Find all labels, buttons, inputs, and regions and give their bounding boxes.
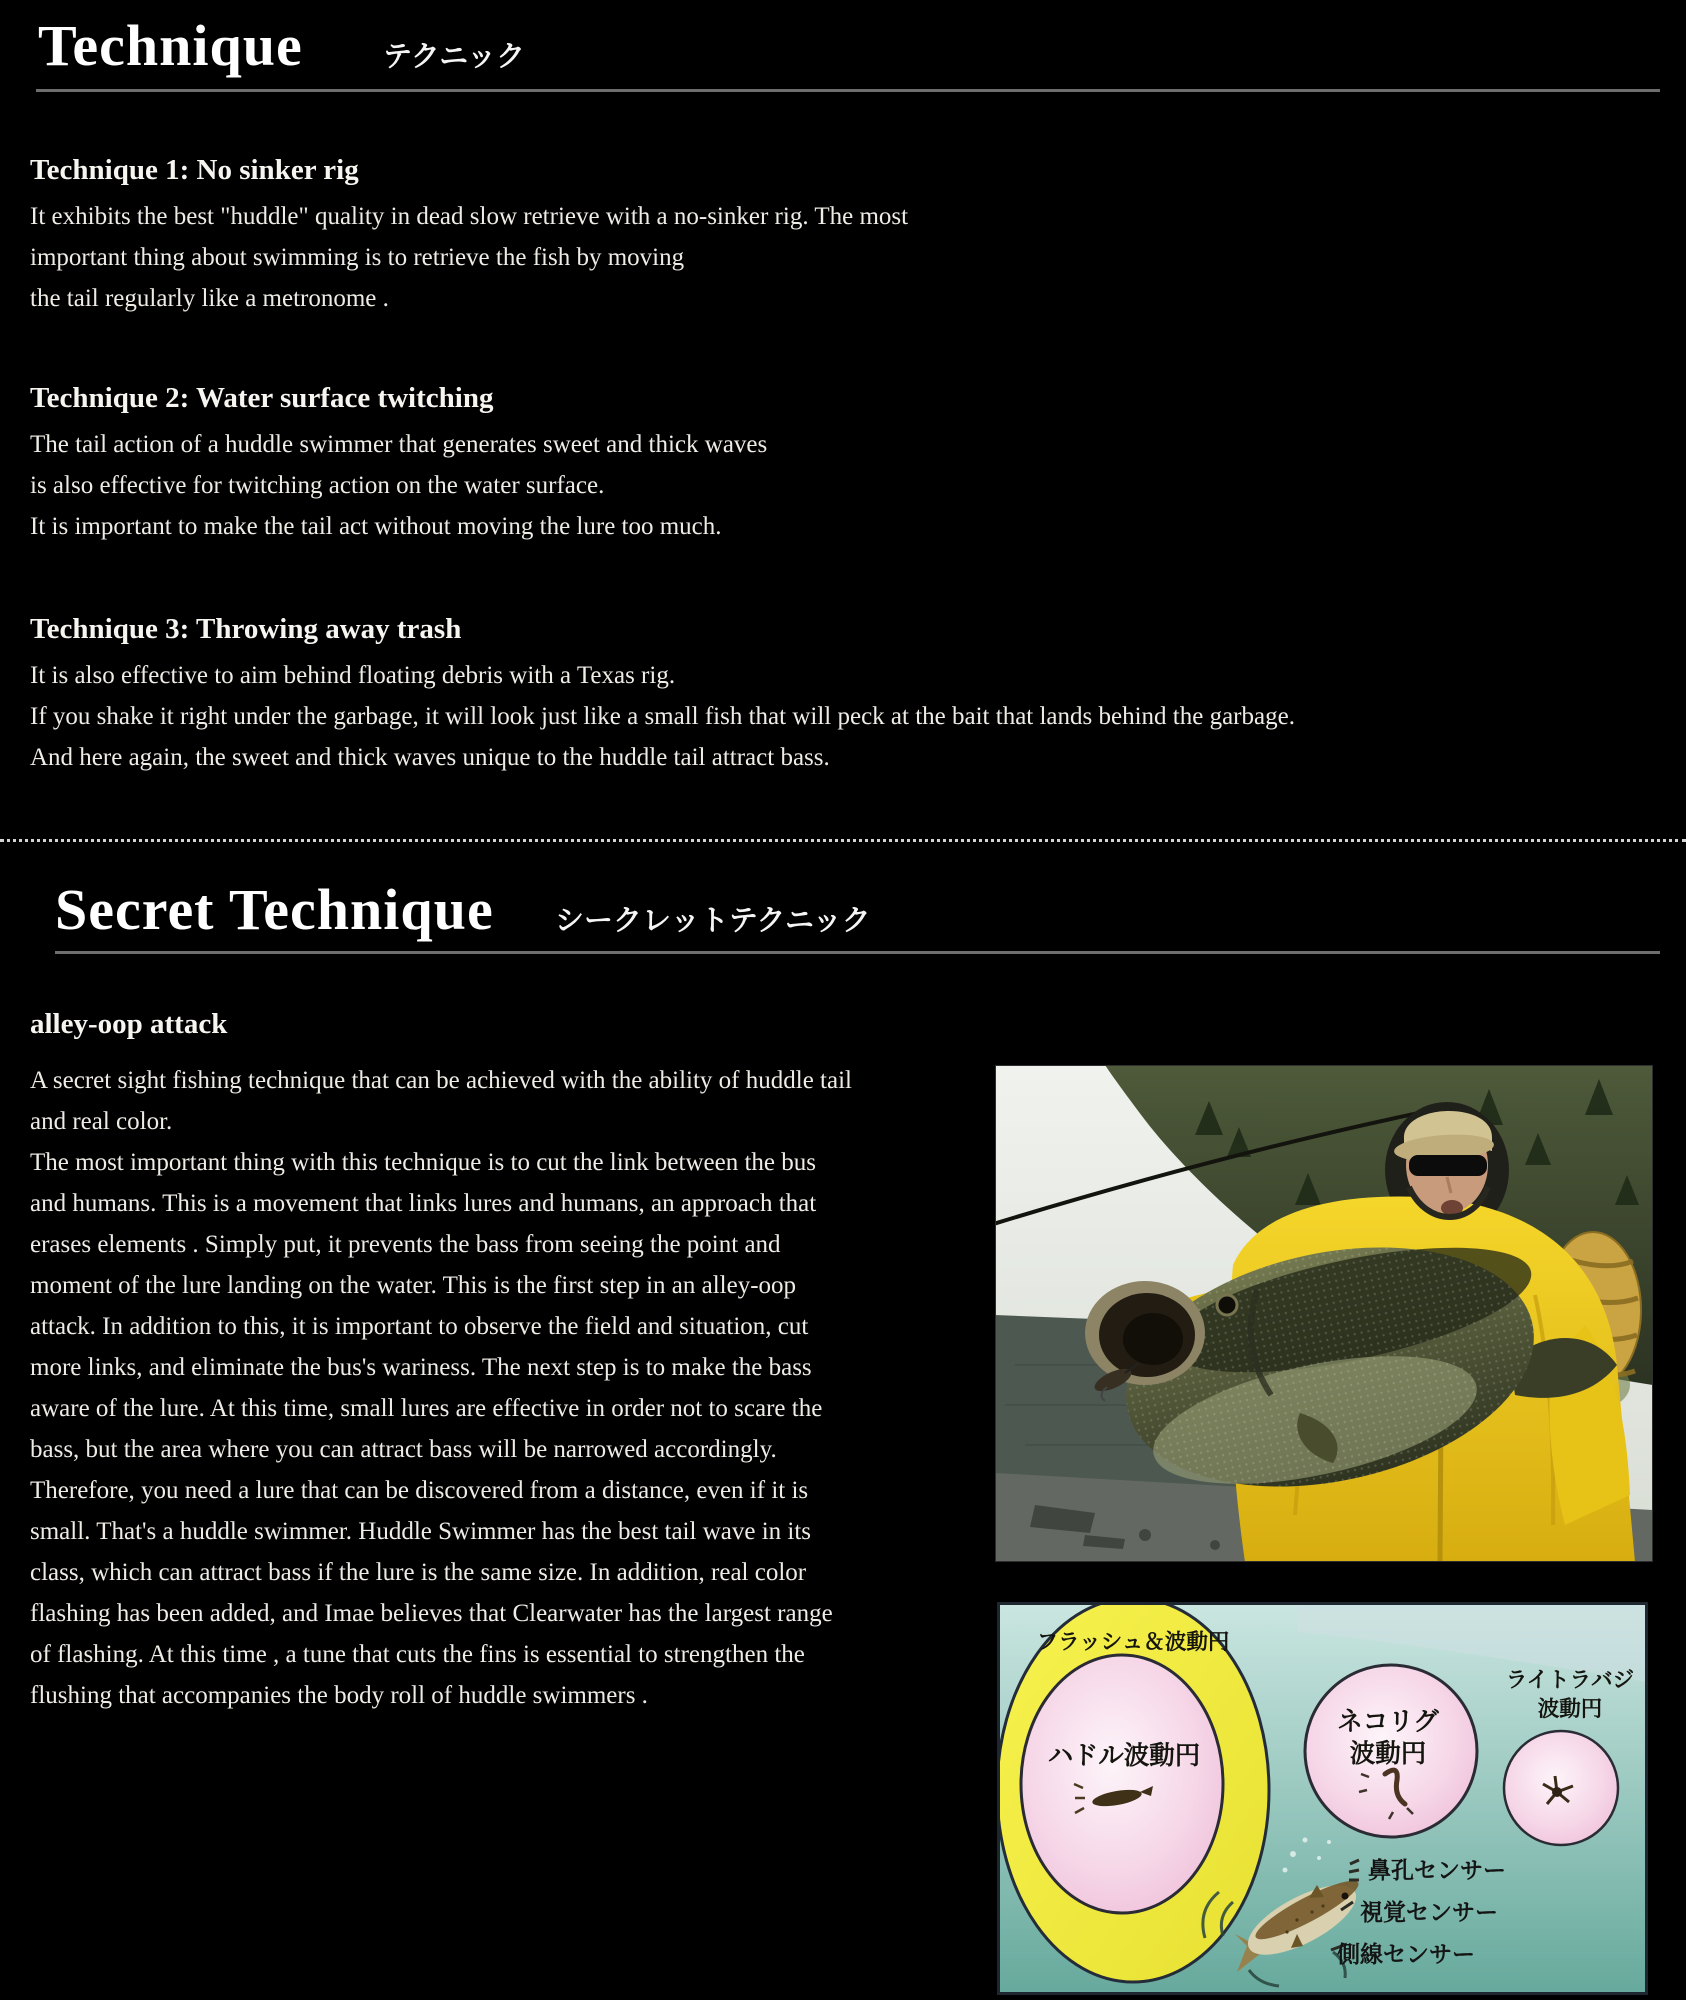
text-line: Therefore, you need a lure that can be discovered from a distance, even if it is bbox=[30, 1477, 809, 1504]
light-jig-label-line2: 波動円 bbox=[1537, 1697, 1603, 1722]
secret-paragraph bbox=[30, 1060, 980, 1716]
text-line: And here again, the sweet and thick waves unique to the huddle tail attract bass. bbox=[30, 744, 830, 771]
fish-eye bbox=[1217, 1295, 1237, 1315]
text-line: and humans. This is a movement that links lures and humans, an approach that bbox=[30, 1190, 817, 1217]
text-line: It is also effective to aim behind floating debris with a Texas rig. bbox=[30, 662, 676, 689]
text-line: bass, but the area where you can attract bass will be narrowed accordingly. bbox=[30, 1436, 777, 1463]
technique-section-title: Technique bbox=[38, 13, 303, 78]
text-line: erases elements . Simply put, it prevents the bass from seeing the point and bbox=[30, 1231, 781, 1258]
text-line: flashing has been added, and Imae believes that Clearwater has the largest range bbox=[30, 1600, 833, 1627]
alley-oop-heading: alley-oop attack bbox=[30, 1008, 228, 1040]
secret-section-title: Secret Technique bbox=[55, 877, 494, 942]
text-line: It is important to make the tail act without moving the lure too much. bbox=[30, 513, 722, 540]
text-line: flushing that accompanies the body roll of huddle swimmers . bbox=[30, 1682, 648, 1709]
lateral-sensor-label: 側線センサー bbox=[1337, 1942, 1475, 1968]
text-line: is also effective for twitching action on the water surface. bbox=[30, 472, 605, 499]
text-line: If you shake it right under the garbage, it will look just like a small fish that will peck at the bait that lands behind the garbage. bbox=[30, 703, 1295, 730]
neko-rig-label-line1: ネコリグ bbox=[1337, 1707, 1439, 1737]
text-line: more links, and eliminate the bus's wariness. The next step is to make the bass bbox=[30, 1354, 812, 1381]
huddle-wave-label: ハドル波動円 bbox=[1047, 1741, 1201, 1771]
technique-1-paragraph bbox=[30, 196, 908, 319]
text-line: important thing about swimming is to retrieve the fish by moving bbox=[30, 244, 685, 271]
technique-section-title-jp: テクニック bbox=[383, 39, 526, 73]
technique-1-heading: Technique 1: No sinker rig bbox=[30, 154, 359, 186]
technique-2-paragraph bbox=[30, 424, 767, 547]
text-line: and real color. bbox=[30, 1108, 173, 1135]
secret-title-underline bbox=[55, 951, 1660, 954]
text-line: aware of the lure. At this time, small lures are effective in order not to scare the bbox=[30, 1395, 823, 1422]
sunglasses bbox=[1409, 1155, 1487, 1176]
technique-title-underline bbox=[36, 89, 1660, 92]
angler-photo bbox=[995, 1065, 1653, 1562]
flash-wave-label: フラッシュ＆波動円 bbox=[1036, 1630, 1230, 1655]
wave-circle-diagram bbox=[997, 1602, 1648, 1995]
light-jig-label-line1: ライトラバジ bbox=[1505, 1668, 1635, 1693]
text-line: The most important thing with this technique is to cut the link between the bus bbox=[30, 1149, 816, 1176]
text-line: attack. In addition to this, it is important to observe the field and situation, cut bbox=[30, 1313, 809, 1340]
text-line: small. That's a huddle swimmer. Huddle Swimmer has the best tail wave in its bbox=[30, 1518, 812, 1545]
visual-sensor-label: 視覚センサー bbox=[1360, 1900, 1498, 1926]
text-line: moment of the lure landing on the water. This is the first step in an alley-oop bbox=[30, 1272, 797, 1299]
text-line: of flashing. At this time , a tune that cuts the fins is essential to strengthen the bbox=[30, 1641, 805, 1668]
technique-3-paragraph bbox=[30, 655, 1295, 778]
text-line: A secret sight fishing technique that can be achieved with the ability of huddle tail bbox=[30, 1067, 852, 1094]
text-line: class, which can attract bass if the lure is the same size. In addition, real color bbox=[30, 1559, 807, 1586]
nostril-sensor-label: 鼻孔センサー bbox=[1368, 1858, 1506, 1884]
secret-section-title-jp: シークレットテクニック bbox=[555, 903, 871, 937]
bass-eye bbox=[1342, 1893, 1349, 1900]
neko-rig-label-line2: 波動円 bbox=[1349, 1739, 1427, 1769]
text-line: It exhibits the best "huddle" quality in dead slow retrieve with a no-sinker rig. The most bbox=[30, 203, 909, 230]
huddle-wave-oval bbox=[1021, 1655, 1223, 1913]
light-jig-circle bbox=[1504, 1731, 1618, 1845]
technique-3-heading: Technique 3: Throwing away trash bbox=[30, 613, 462, 645]
text-line: the tail regularly like a metronome . bbox=[30, 285, 389, 312]
technique-2-heading: Technique 2: Water surface twitching bbox=[30, 382, 494, 414]
text-line: The tail action of a huddle swimmer that generates sweet and thick waves bbox=[30, 431, 768, 458]
dotted-divider bbox=[0, 839, 1686, 842]
